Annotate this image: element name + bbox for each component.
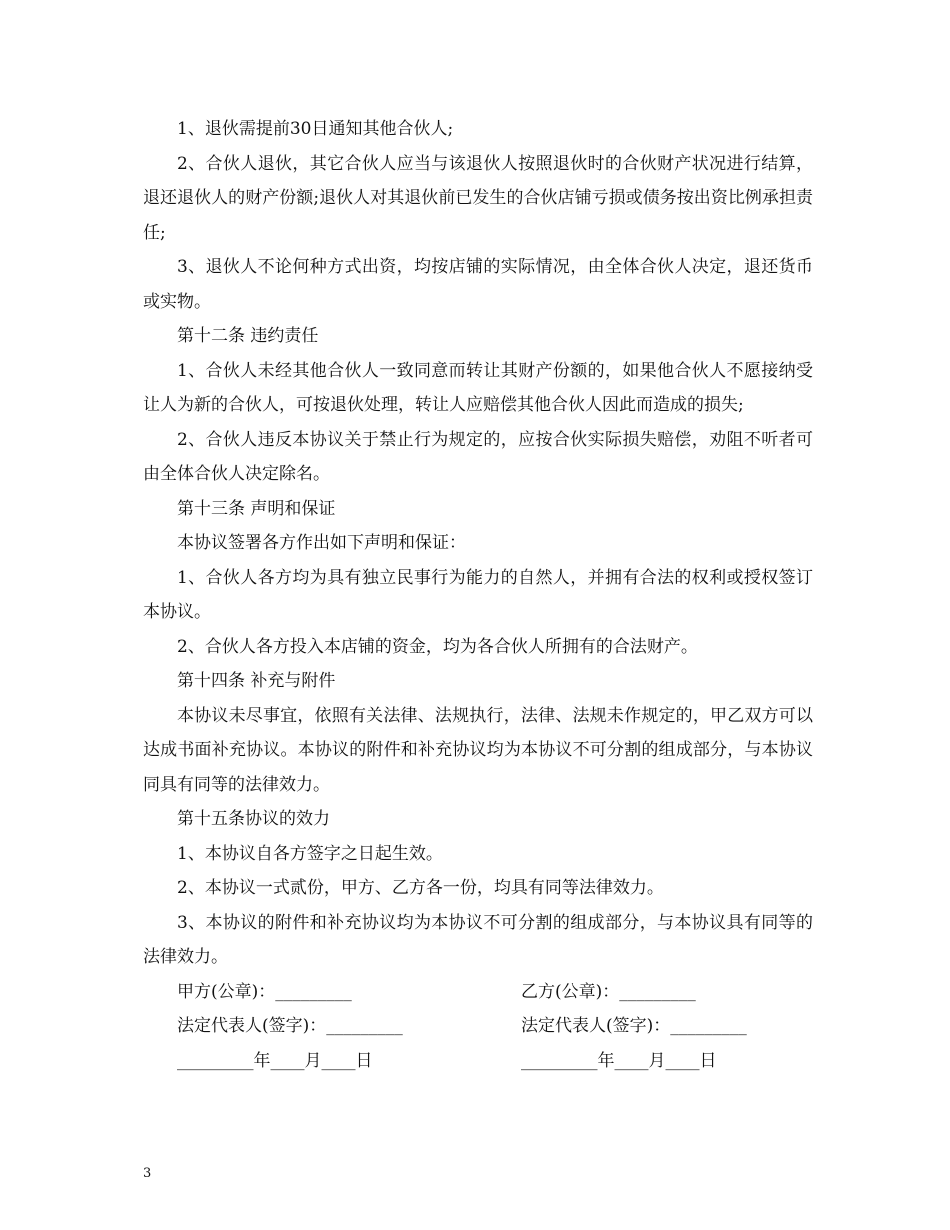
clause-withdraw-notice: 1、退伙需提前30日通知其他合伙人; <box>177 119 454 139</box>
clause-breach-transfer: 1、合伙人未经其他合伙人一致同意而转让其财产份额的，如果他合伙人不愿接纳受让人为新的合伙人，可按退伙处理，转让人应赔偿其他合伙人因此而造成的损失; <box>143 360 813 415</box>
party-b-seal: 乙方(公章)：_________ <box>521 981 696 1002</box>
article-14-heading: 第十四条 补充与附件 <box>177 671 336 691</box>
clause-withdraw-refund: 3、退伙人不论何种方式出资，均按店铺的实际情况，由全体合伙人决定，退还货币或实物。 <box>143 257 813 312</box>
clause-effect-annex: 3、本协议的附件和补充协议均为本协议不可分割的组成部分，与本协议具有同等的法律效力。 <box>143 912 813 967</box>
document-body <box>143 112 813 1078</box>
article-15-heading: 第十五条协议的效力 <box>177 809 330 829</box>
party-a-seal: 甲方(公章)：_________ <box>177 981 352 1002</box>
clause-declaration-funds: 2、合伙人各方投入本店铺的资金，均为各合伙人所拥有的合法财产。 <box>177 636 698 657</box>
clause-supplement: 本协议未尽事宜，依照有关法律、法规执行，法律、法规未作规定的，甲乙双方可以达成书面补充协议。本协议的附件和补充协议均为本协议不可分割的组成部分，与本协议同具有同等的法律效力。 <box>143 705 813 795</box>
signature-row-seal <box>143 975 813 1010</box>
party-b-representative: 法定代表人(签字)：_________ <box>521 1016 747 1036</box>
clause-declaration-intro: 本协议签署各方作出如下声明和保证： <box>177 533 466 553</box>
party-b-date: _________年____月____日 <box>521 1050 717 1071</box>
clause-breach-prohibited: 2、合伙人违反本协议关于禁止行为规定的，应按合伙实际损失赔偿，劝阻不听者可由全体合伙人决定除名。 <box>143 429 813 484</box>
party-a-representative: 法定代表人(签字)：_________ <box>177 1016 403 1036</box>
clause-declaration-capacity: 1、合伙人各方均为具有独立民事行为能力的自然人，并拥有合法的权利或授权签订本协议。 <box>143 567 813 622</box>
clause-effect-signing: 1、本协议自各方签字之日起生效。 <box>177 843 443 864</box>
party-a-date: _________年____月____日 <box>177 1050 373 1071</box>
clause-effect-copies: 2、本协议一式贰份，甲方、乙方各一份，均具有同等法律效力。 <box>177 878 664 898</box>
clause-withdraw-settlement: 2、合伙人退伙，其它合伙人应当与该退伙人按照退伙时的合伙财产状况进行结算，退还退伙人的财产份额;退伙人对其退伙前已发生的合伙店铺亏损或债务按出资比例承担责任; <box>143 153 813 243</box>
signature-row-date <box>143 1044 813 1079</box>
article-13-heading: 第十三条 声明和保证 <box>177 498 336 519</box>
page-number: 3 <box>143 1166 152 1181</box>
signature-row-representative <box>143 1009 813 1044</box>
article-12-heading: 第十二条 违约责任 <box>177 326 319 346</box>
